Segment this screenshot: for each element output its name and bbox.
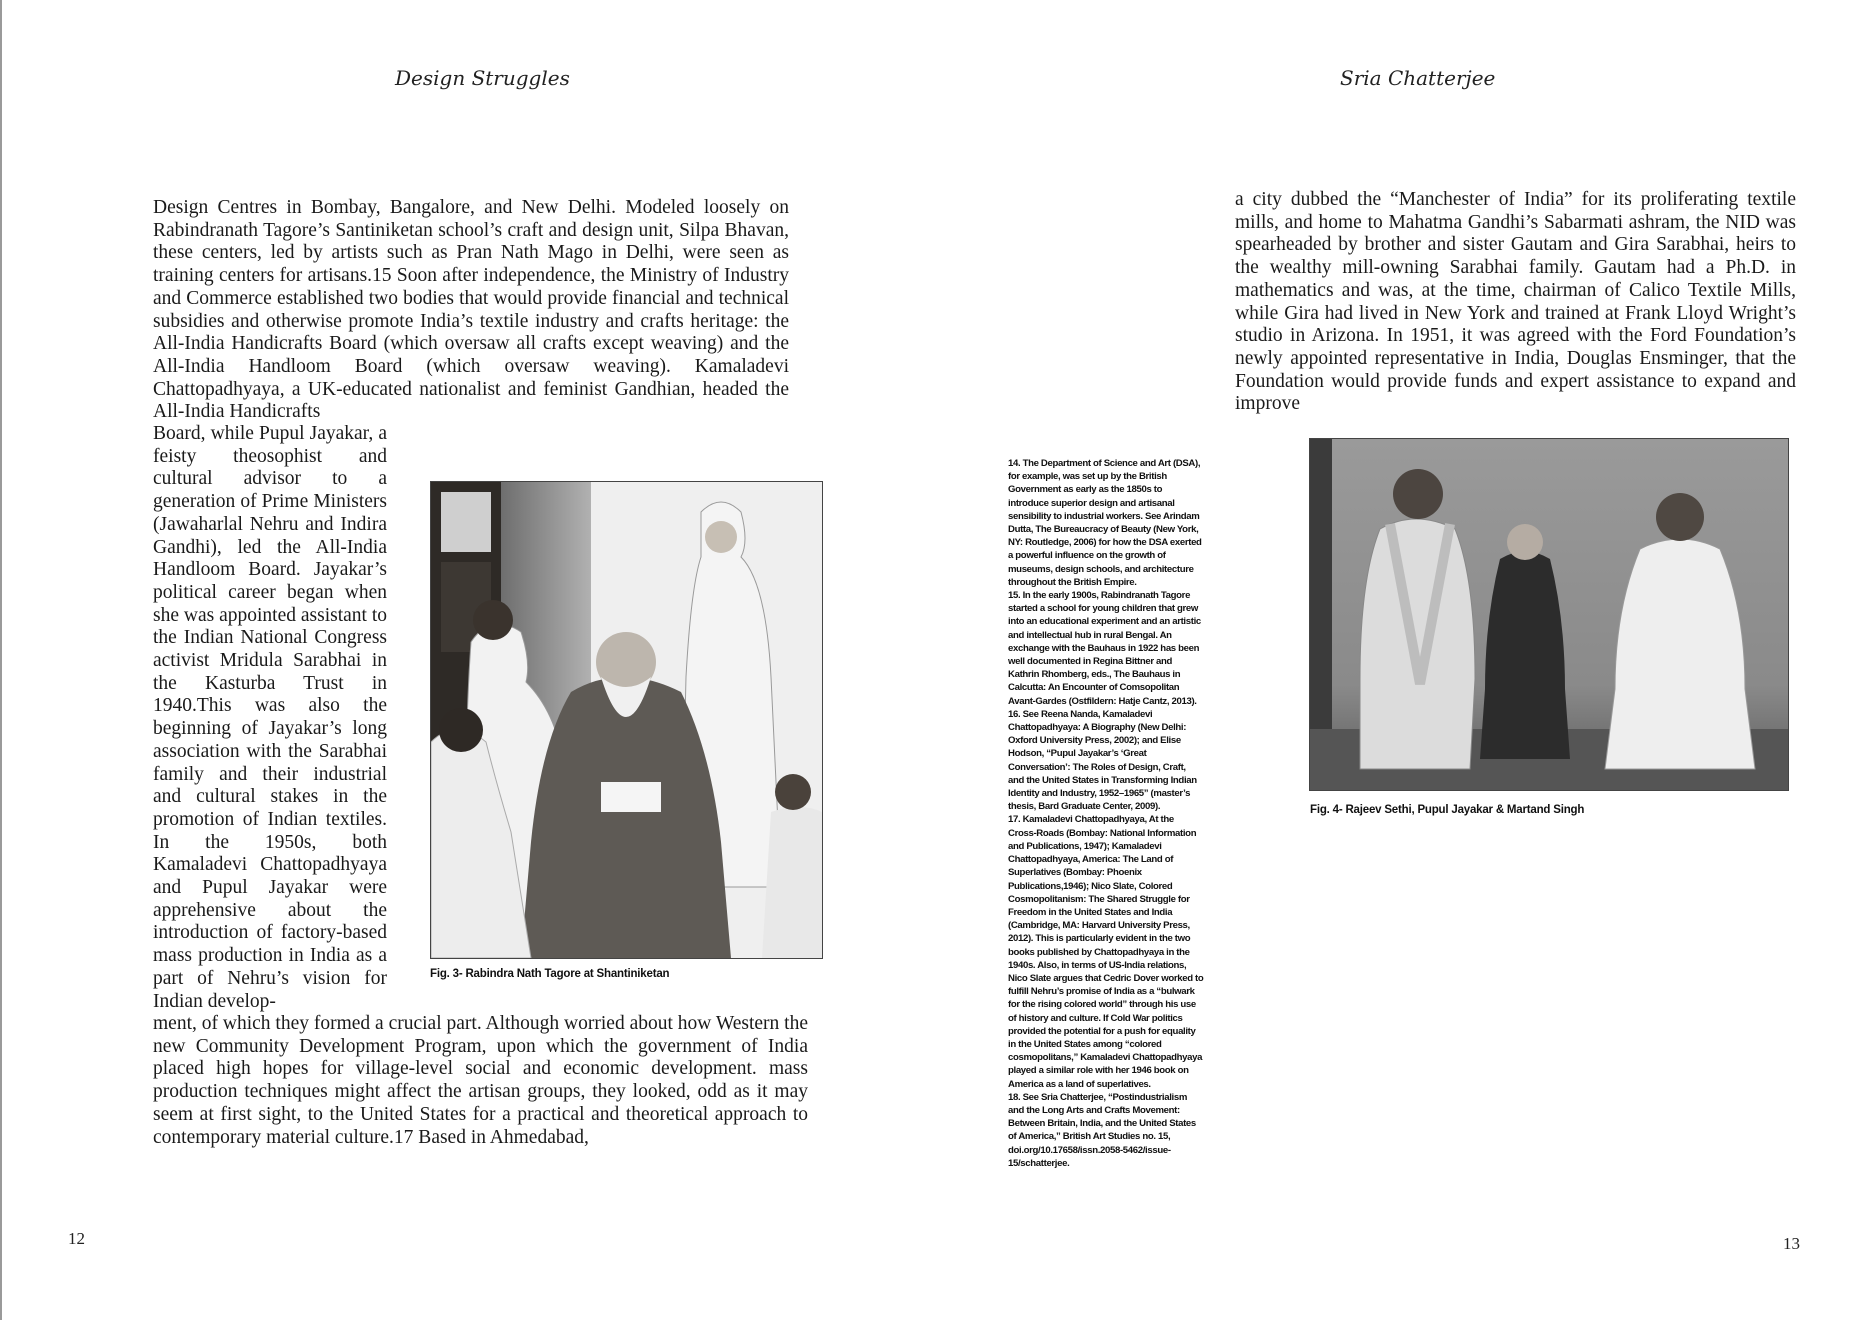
page-number-right: 13	[1783, 1234, 1800, 1253]
figure-3-caption: Fig. 3- Rabindra Nath Tagore at Shantiniketan	[430, 968, 670, 980]
body-paragraph-bottom: ment, of which they formed a crucial part. Although worried about how Western the new Community Development Program, upon which the government of India placed high hopes for village-level social and economic development. mass production techniques might affect the artisan groups, they looked, odd as it may seem at first sight, to the United States for a practical and theoretical approach to contemporary material culture.17 Based in Ahmedabad,	[153, 1013, 808, 1148]
figure-3-photo	[430, 481, 823, 959]
footnote-18: 18. See Sria Chatterjee, “Postindustrialism and the Long Arts and Crafts Movement: Between Britain, India, and the United States of America,” British Art Studies no. 15, doi.org/10.17658/issn.2058-5462/issue-15/schatterjee.	[1008, 1091, 1196, 1169]
footnote-16: 16. See Reena Nanda, Kamaladevi Chattopadhyaya: A Biography (New Delhi: Oxford University Press, 2002); and Elise Hodson, “Pupul Jayakar’s ‘Great Conversation’: The Roles of Design, Craft, and the United States in Transforming Indian Identity and Industry, 1952–1965” (master’s thesis, Bard Graduate Center, 2009).	[1008, 708, 1197, 813]
footnote-14: 14. The Department of Science and Art (DSA), for example, was set up by the British Government as early as the 1850s to introduce superior design and artisanal sensibility to industrial workers. See Arindam Dutta, The Bureaucracy of Beauty (New York, NY: Routledge, 2006) for how the DSA exerted a powerful influence on the growth of museums, design schools, and architecture throughout the British Empire.	[1008, 458, 1202, 588]
running-head-left: Design Struggles	[395, 66, 570, 90]
footnote-15: 15. In the early 1900s, Rabindranath Tagore started a school for young children that grew into an educational experiment and an artistic and intellectual hub in rural Bengal. An exchange with the Bauhaus in 1922 has been well documented in Regina Bittner and Kathrin Rhomberg, eds., The Bauhaus in Calcutta: An Encounter of Comsopolitan Avant-Gardes (Ostfildern: Hatje Cantz, 2013).	[1008, 590, 1201, 707]
footnote-17: 17. Kamaladevi Chattopadhyaya, At the Cross-Roads (Bombay: National Information and Publications, 1947); Kamaladevi Chattopadhyaya, America: The Land of Superlatives (Bombay: Phoenix Publications,1946); Nico Slate, Colored Cosmopolitanism: The Shared Struggle for Freedom in the United States and India (Cambridge, MA: Harvard University Press, 2012). This is particularly evident in the two books published by Chattopadhyaya in the 1940s. Also, in terms of US-India relations, Nico Slate argues that Cedric Dover worked to fulfill Nehru’s promise of India as a “bulwark for the rising colored world” through his use of history and culture. If Cold War politics provided the potential for a push for equality in the United States among “colored cosmopolitans,” Kamaladevi Chattopadhyaya played a similar role with her 1946 book on America as a land of superlatives.	[1008, 814, 1204, 1090]
figure-4-photo	[1309, 438, 1789, 791]
body-paragraph-right: a city dubbed the “Manchester of India” for its proliferating textile mills, and home to Mahatma Gandhi’s Sabarmati ashram, the NID was spearheaded by brother and sister Gautam and Gira Sarabhai, heirs to the wealthy mill-owning Sarabhai family. Gautam had a Ph.D. in mathematics and was, at the time, chairman of Calico Textile Mills, while Gira had lived in New York and trained at Frank Lloyd Wright’s studio in Arizona. In 1951, it was agreed with the Ford Foundation’s newly appointed representative in India, Douglas Ensminger, that the Foundation would provide funds and expert assistance to expand and improve	[1235, 189, 1796, 415]
page-edge	[0, 0, 2, 1320]
page-number-left: 12	[68, 1229, 85, 1248]
running-head-right: Sria Chatterjee	[1340, 66, 1496, 90]
footnotes-column	[1008, 457, 1204, 1170]
body-paragraph-top: Design Centres in Bombay, Bangalore, and New Delhi. Modeled loosely on Rabindranath Tagore’s Santiniketan school’s craft and design unit, Silpa Bhavan, these centers, led by artists such as Pran Nath Mago in Delhi, were seen as training centers for artisans.15 Soon after independence, the Ministry of Industry and Commerce established two bodies that would provide financial and technical subsidies and otherwise promote India’s textile industry and crafts heritage: the All-India Handicrafts Board (which oversaw all crafts except weaving) and the All-India Handloom Board (which oversaw weaving). Kamaladevi Chattopadhyaya, a UK-educated nationalist and feminist Gandhian, headed the All-India Handicrafts	[153, 197, 789, 423]
three-figures-photo-illustration	[1310, 439, 1788, 790]
body-paragraph-narrow: Board, while Pupul Jayakar, a feisty theosophist and cultural advisor to a generation of Prime Ministers (Jawaharlal Nehru and Indira Gandhi), led the All-India Handloom Board. Jayakar’s political career began when she was appointed assistant to the Indian National Congress activist Mridula Sarabhai in the Kasturba Trust in 1940.This was also the beginning of Jayakar’s long association with the Sarabhai family and their industrial and cultural stakes in the promotion of Indian textiles. In the 1950s, both Kamaladevi Chattopadhyaya and Pupul Jayakar were apprehensive about the introduction of factory-based mass production in India as a part of Nehru’s vision for Indian develop-	[153, 423, 387, 1012]
figure-4-caption: Fig. 4- Rajeev Sethi, Pupul Jayakar & Martand Singh	[1310, 804, 1585, 816]
tagore-group-photo-illustration	[431, 482, 822, 958]
